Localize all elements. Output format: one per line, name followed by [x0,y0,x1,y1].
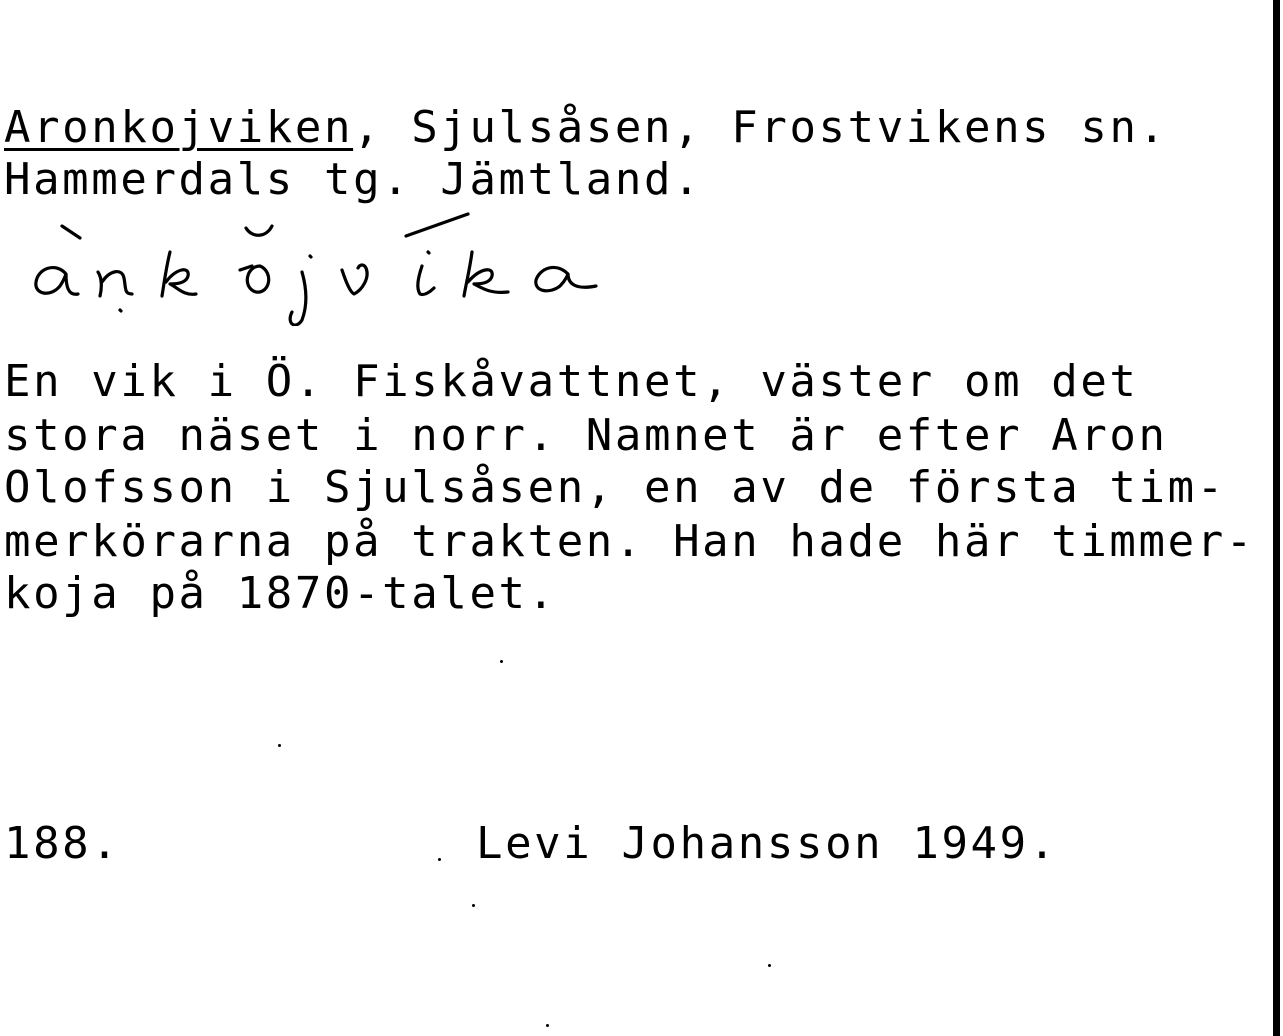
pronunciation-glyphs [20,196,720,326]
recorder-and-year: Levi Johansson 1949. [476,818,1058,869]
body-line: stora näset i norr. Namnet är efter Aron [4,410,1168,461]
heading-line-1 [4,102,1168,154]
body-line: merkörarna på trakten. Han hade här timmer- [4,516,1255,567]
body-line: koja på 1870-talet. [4,568,557,619]
heading-line-2: Hammerdals tg. Jämtland. [4,154,703,205]
scan-speck [546,1024,549,1027]
scan-speck [278,744,281,747]
scan-speck [768,964,771,967]
body-line: Olofsson i Sjulsåsen, en av de första tim- [4,462,1226,513]
card-number: 188. [4,818,121,869]
handwritten-pronunciation [20,196,720,326]
card-right-edge [1273,0,1280,1036]
body-line: En vik i Ö. Fiskåvattnet, väster om det [4,356,1139,407]
heading-location: , Sjulsåsen, Frostvikens sn. [353,102,1168,153]
scan-speck [438,858,441,861]
scan-speck [472,904,475,907]
scan-speck [500,660,503,663]
headword: Aronkojviken [4,102,354,153]
